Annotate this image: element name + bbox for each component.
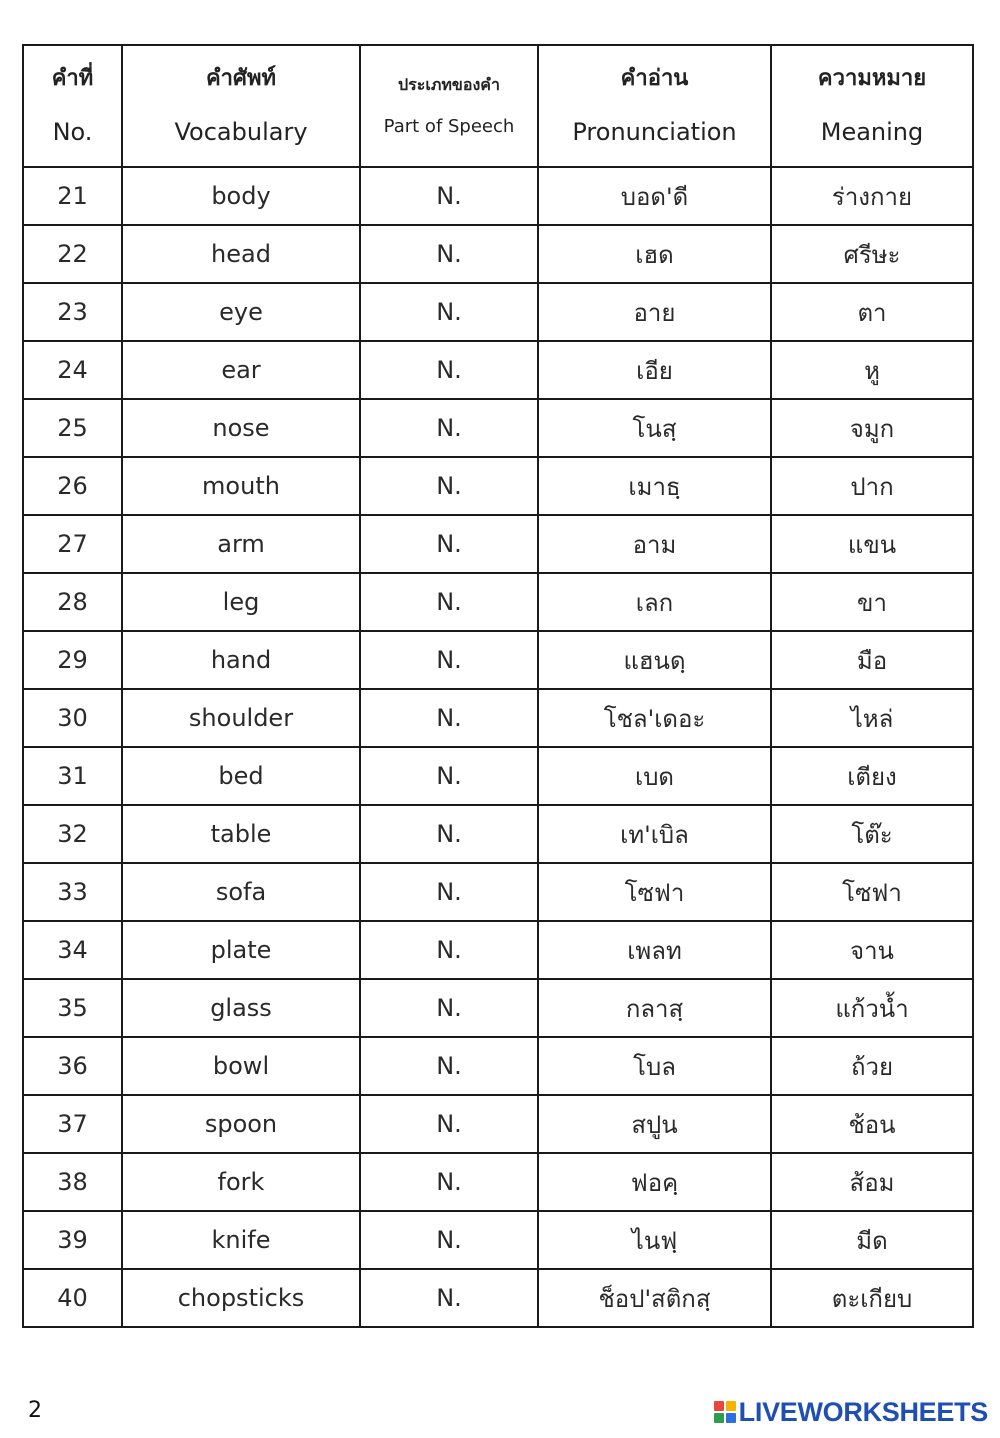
table-row (23, 1153, 973, 1211)
table-row (23, 747, 973, 805)
pronunciation-cell: อาม (538, 515, 771, 573)
number-cell: 34 (23, 921, 122, 979)
header-pronunciation-english: Pronunciation (572, 118, 737, 146)
table-row (23, 979, 973, 1037)
part-of-speech-cell: N. (360, 747, 538, 805)
vocabulary-cell: fork (122, 1153, 360, 1211)
meaning-cell: โซฟา (771, 863, 973, 921)
pronunciation-cell: เบด (538, 747, 771, 805)
pronunciation-cell: โบล (538, 1037, 771, 1095)
meaning-cell: โต๊ะ (771, 805, 973, 863)
pronunciation-cell: เฮด (538, 225, 771, 283)
header-pronunciation (538, 45, 771, 167)
pronunciation-cell: บอด'ดี (538, 167, 771, 225)
vocabulary-cell: bed (122, 747, 360, 805)
meaning-cell: ถ้วย (771, 1037, 973, 1095)
number-cell: 40 (23, 1269, 122, 1327)
part-of-speech-cell: N. (360, 457, 538, 515)
table-row (23, 631, 973, 689)
pronunciation-cell: เอีย (538, 341, 771, 399)
pronunciation-cell: เลก (538, 573, 771, 631)
part-of-speech-cell: N. (360, 573, 538, 631)
table-row (23, 689, 973, 747)
meaning-cell: มีด (771, 1211, 973, 1269)
pronunciation-cell: กลาสฺ (538, 979, 771, 1037)
header-pronunciation-thai: คำอ่าน (620, 66, 689, 91)
number-cell: 25 (23, 399, 122, 457)
table-row (23, 1211, 973, 1269)
table-row (23, 341, 973, 399)
number-cell: 28 (23, 573, 122, 631)
number-cell: 30 (23, 689, 122, 747)
meaning-cell: แก้วน้ำ (771, 979, 973, 1037)
header-no (23, 45, 122, 167)
part-of-speech-cell: N. (360, 631, 538, 689)
meaning-cell: ร่างกาย (771, 167, 973, 225)
part-of-speech-cell: N. (360, 863, 538, 921)
vocabulary-cell: nose (122, 399, 360, 457)
number-cell: 26 (23, 457, 122, 515)
vocabulary-cell: head (122, 225, 360, 283)
meaning-cell: ตะเกียบ (771, 1269, 973, 1327)
meaning-cell: แขน (771, 515, 973, 573)
vocabulary-cell: eye (122, 283, 360, 341)
vocabulary-cell: arm (122, 515, 360, 573)
meaning-cell: มือ (771, 631, 973, 689)
pronunciation-cell: เท'เบิล (538, 805, 771, 863)
meaning-cell: ไหล่ (771, 689, 973, 747)
part-of-speech-cell: N. (360, 805, 538, 863)
table-row (23, 283, 973, 341)
number-cell: 35 (23, 979, 122, 1037)
table-row (23, 1095, 973, 1153)
part-of-speech-cell: N. (360, 1153, 538, 1211)
number-cell: 32 (23, 805, 122, 863)
vocabulary-cell: bowl (122, 1037, 360, 1095)
logo-square-yellow (726, 1401, 736, 1411)
meaning-cell: ขา (771, 573, 973, 631)
part-of-speech-cell: N. (360, 1269, 538, 1327)
part-of-speech-cell: N. (360, 515, 538, 573)
number-cell: 29 (23, 631, 122, 689)
pronunciation-cell: โชล'เดอะ (538, 689, 771, 747)
brand-watermark (714, 1398, 988, 1426)
header-part-of-speech (360, 45, 538, 167)
part-of-speech-cell: N. (360, 1095, 538, 1153)
table-row (23, 863, 973, 921)
header-vocabulary-thai: คำศัพท์ (205, 66, 277, 91)
part-of-speech-cell: N. (360, 283, 538, 341)
vocabulary-cell: glass (122, 979, 360, 1037)
part-of-speech-cell: N. (360, 1211, 538, 1269)
logo-square-red (714, 1401, 724, 1411)
table-row (23, 1037, 973, 1095)
number-cell: 39 (23, 1211, 122, 1269)
header-meaning-thai: ความหมาย (817, 66, 927, 91)
part-of-speech-cell: N. (360, 689, 538, 747)
meaning-cell: จมูก (771, 399, 973, 457)
pronunciation-cell: เมาธฺ (538, 457, 771, 515)
number-cell: 38 (23, 1153, 122, 1211)
vocabulary-cell: hand (122, 631, 360, 689)
table-row (23, 921, 973, 979)
liveworksheets-logo-icon (714, 1401, 736, 1423)
header-meaning-english: Meaning (820, 118, 924, 146)
vocabulary-cell: table (122, 805, 360, 863)
meaning-cell: ศรีษะ (771, 225, 973, 283)
pronunciation-cell: โซฟา (538, 863, 771, 921)
part-of-speech-cell: N. (360, 341, 538, 399)
vocabulary-cell: leg (122, 573, 360, 631)
header-part-of-speech-thai: ประเภทของคำ (398, 75, 500, 94)
pronunciation-cell: อาย (538, 283, 771, 341)
logo-square-green (714, 1413, 724, 1423)
header-vocabulary-english: Vocabulary (174, 118, 308, 146)
pronunciation-cell: โนสฺ (538, 399, 771, 457)
pronunciation-cell: แฮนดฺ (538, 631, 771, 689)
number-cell: 33 (23, 863, 122, 921)
table-row (23, 805, 973, 863)
vocabulary-cell: shoulder (122, 689, 360, 747)
meaning-cell: ตา (771, 283, 973, 341)
number-cell: 23 (23, 283, 122, 341)
part-of-speech-cell: N. (360, 167, 538, 225)
table-row (23, 457, 973, 515)
vocabulary-cell: body (122, 167, 360, 225)
number-cell: 24 (23, 341, 122, 399)
vocabulary-cell: ear (122, 341, 360, 399)
table-header (23, 45, 973, 167)
vocabulary-cell: knife (122, 1211, 360, 1269)
vocabulary-sheet (22, 44, 972, 1328)
vocabulary-cell: chopsticks (122, 1269, 360, 1327)
pronunciation-cell: เพลท (538, 921, 771, 979)
pronunciation-cell: ไนฟฺ (538, 1211, 771, 1269)
part-of-speech-cell: N. (360, 399, 538, 457)
table-row (23, 167, 973, 225)
vocabulary-cell: plate (122, 921, 360, 979)
meaning-cell: หู (771, 341, 973, 399)
vocabulary-cell: mouth (122, 457, 360, 515)
pronunciation-cell: ช็อป'สติกสฺ (538, 1269, 771, 1327)
table-row (23, 573, 973, 631)
number-cell: 27 (23, 515, 122, 573)
meaning-cell: เตียง (771, 747, 973, 805)
number-cell: 37 (23, 1095, 122, 1153)
table-row (23, 515, 973, 573)
header-part-of-speech-english: Part of Speech (383, 116, 515, 137)
number-cell: 31 (23, 747, 122, 805)
header-row (23, 45, 973, 167)
vocabulary-cell: sofa (122, 863, 360, 921)
meaning-cell: ปาก (771, 457, 973, 515)
part-of-speech-cell: N. (360, 921, 538, 979)
header-vocabulary (122, 45, 360, 167)
brand-name: LIVEWORKSHEETS (738, 1396, 988, 1427)
table-body (23, 167, 973, 1327)
pronunciation-cell: ฟอคฺ (538, 1153, 771, 1211)
part-of-speech-cell: N. (360, 1037, 538, 1095)
page-number: 2 (28, 1398, 42, 1423)
table-row (23, 225, 973, 283)
meaning-cell: ช้อน (771, 1095, 973, 1153)
number-cell: 36 (23, 1037, 122, 1095)
vocabulary-table (22, 44, 974, 1328)
logo-square-blue (726, 1413, 736, 1423)
meaning-cell: จาน (771, 921, 973, 979)
header-no-english: No. (52, 118, 93, 146)
part-of-speech-cell: N. (360, 225, 538, 283)
number-cell: 22 (23, 225, 122, 283)
header-no-thai: คำที่ (51, 66, 94, 91)
meaning-cell: ส้อม (771, 1153, 973, 1211)
part-of-speech-cell: N. (360, 979, 538, 1037)
number-cell: 21 (23, 167, 122, 225)
pronunciation-cell: สปูน (538, 1095, 771, 1153)
table-row (23, 399, 973, 457)
vocabulary-cell: spoon (122, 1095, 360, 1153)
table-row (23, 1269, 973, 1327)
header-meaning (771, 45, 973, 167)
